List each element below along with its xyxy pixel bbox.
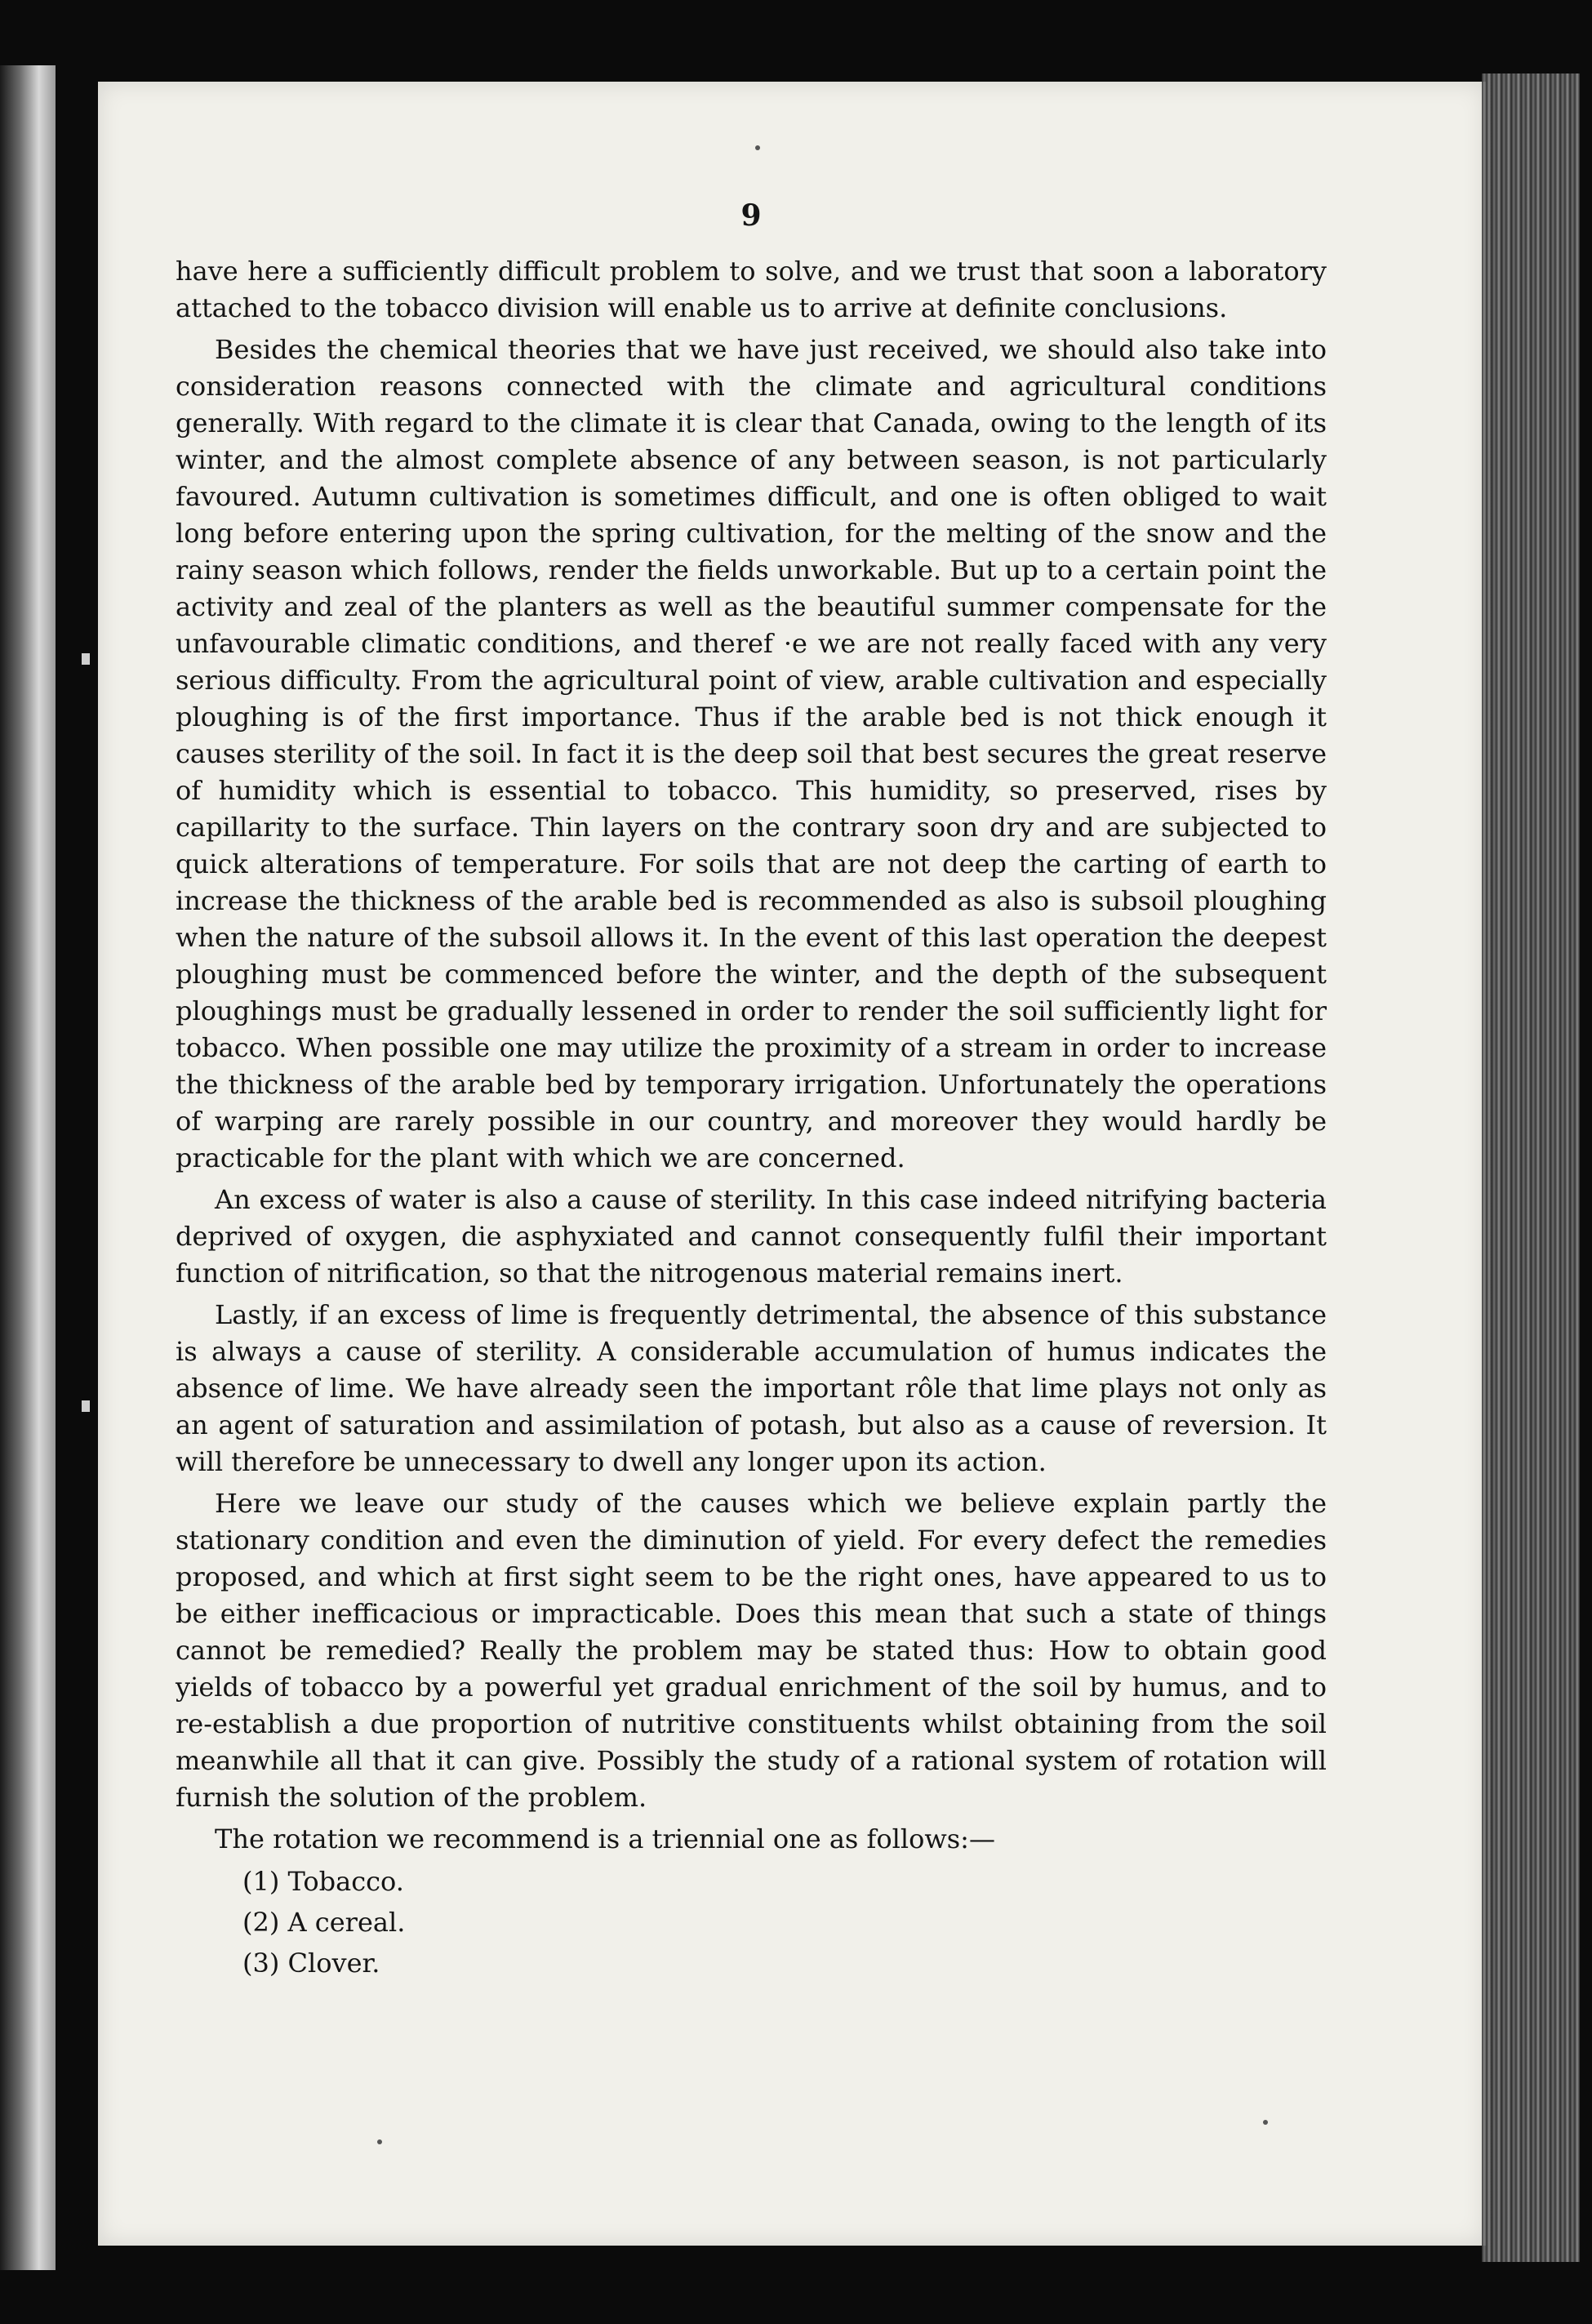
rotation-list xyxy=(242,1863,1327,1982)
page-number: 9 xyxy=(740,198,762,233)
gutter-mark xyxy=(82,653,90,665)
paragraph-lime: Lastly, if an excess of lime is frequently detrimental, the absence of this substance is always a cause of sterility. A considerable accumulation of humus indicates the absence of lime. We have already seen the important rôle that lime plays not only as an agent of saturation and assimilation of potash, but also as a cause of reversion. It will therefore be unnecessary to dwell any longer upon its action. xyxy=(176,1299,1327,1477)
gutter-mark xyxy=(82,1400,90,1412)
speck xyxy=(377,2139,382,2144)
paragraph-remedies: Here we leave our study of the causes which we believe explain partly the stationary condition and even the diminution of yield. For every defect the remedies proposed, and which at first sight seem to be the right ones, have appeared to us to be either inefficacious or impracticable. Does this mean that such a state of things cannot be remedied? Really the problem may be stated thus: How to obtain good yields of tobacco by a powerful yet gradual enrichment of the soil by humus, and to re-establish a due proportion of nutritive constituents whilst obtaining from the soil meanwhile all that it can give. Possibly the study of a rational system of rotation will furnish the solution of the problem. xyxy=(176,1488,1327,1813)
paragraph-rotation-intro: The rotation we recommend is a triennial one as follows:— xyxy=(215,1823,995,1854)
paragraph-continued: have here a sufficiently difficult problem to solve, and we trust that soon a laboratory attached to the tobacco division will enable us to arrive at definite conclusions. xyxy=(176,256,1327,323)
list-item: (3) Clover. xyxy=(242,1948,380,1979)
speck xyxy=(1263,2120,1268,2125)
paragraph-climate-agriculture: Besides the chemical theories that we have just received, we should also take into consideration reasons connected with the climate and agricultural conditions generally. With regard to the climate it is clear that Canada, owing to the length of its winter, and the almost complete absence of any between season, is not particularly favoured. Autumn cultivation is sometimes difficult, and one is often obliged to wait long before entering upon the spring cultivation, for the melting of the snow and the rainy season which follows, render the fields unworkable. But up to a certain point the activity and zeal of the planters as well as the beautiful summer compensate for the unfavourable climatic conditions, and theref ·e we are not really faced with any very serious difficulty. From the agricultural point of view, arable cultivation and especially ploughing is of the first importance. Thus if the arable bed is not thick enough it causes sterility of the soil. In fact it is the deep soil that best secures the great reserve of humidity which is essential to tobacco. This humidity, so preserved, rises by capillarity to the surface. Thin layers on the contrary soon dry and are subjected to quick alterations of temperature. For soils that are not deep the carting of earth to increase the thickness of the arable bed is recommended as also is subsoil ploughing when the nature of the subsoil allows it. In the event of this last operation the deepest ploughing must be commenced before the winter, and the depth of the subsequent ploughings must be gradually lessened in order to render the soil sufficiently light for tobacco. When possible one may utilize the proximity of a stream in order to increase the thickness of the arable bed by temporary irrigation. Unfortunately the operations of warping are rarely possible in our country, and moreover they would hardly be practicable for the plant with which we are concerned. xyxy=(176,334,1327,1173)
left-page-edge xyxy=(0,65,56,2270)
paragraph-excess-water: An excess of water is also a cause of sterility. In this case indeed nitrifying bacteria deprived of oxygen, die asphyxiated and cannot consequently fulfil their important function of nitrification, so that the nitrogenous material remains inert. xyxy=(176,1184,1327,1289)
book-binding xyxy=(1482,73,1580,2262)
list-item: (2) A cereal. xyxy=(242,1907,406,1938)
list-item: (1) Tobacco. xyxy=(242,1866,404,1897)
speck xyxy=(755,145,760,150)
body-text xyxy=(176,253,1327,1985)
